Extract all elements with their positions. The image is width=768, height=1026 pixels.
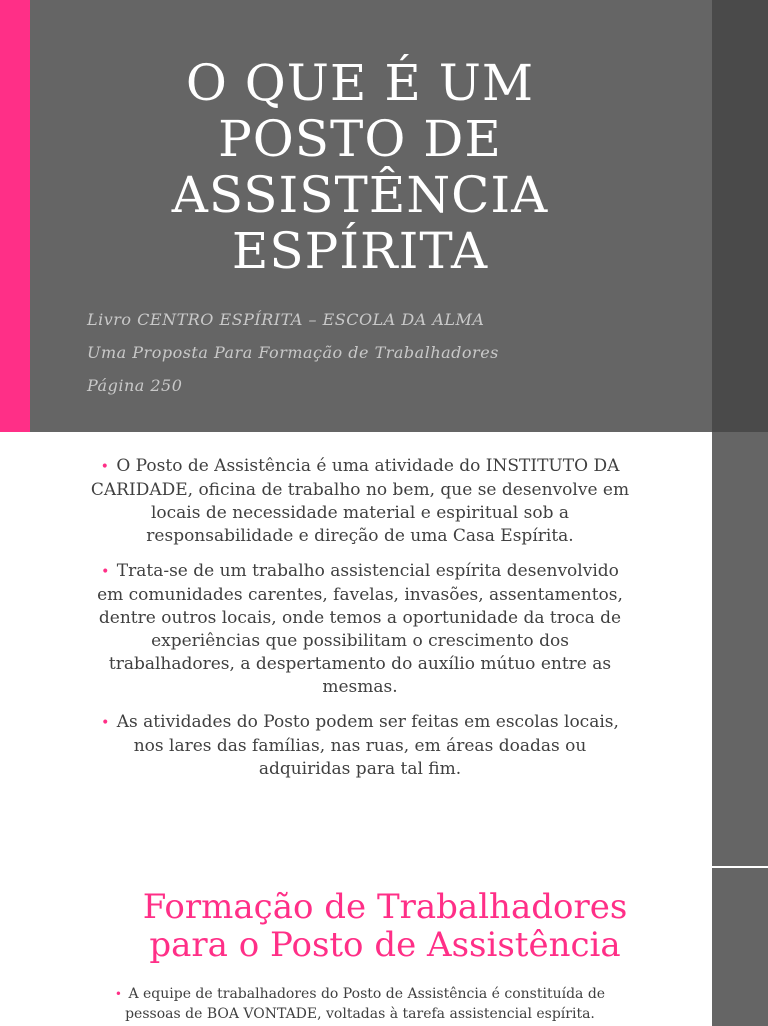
title-line: ASSISTÊNCIA (171, 166, 549, 224)
bullet-paragraph (90, 711, 630, 781)
heading-slide-side-bar (711, 866, 768, 1026)
title-line: ESPÍRITA (231, 222, 489, 280)
pink-accent-bar (0, 0, 30, 432)
subtitle-proposal: Uma Proposta Para Formação de Trabalhadores (87, 343, 499, 362)
subtitle-page: Página 250 (87, 376, 183, 395)
slide-subtitle (87, 303, 499, 402)
title-slide (0, 0, 768, 432)
paragraph-text: A equipe de trabalhadores do Posto de Assistência é constituída de pessoas de BOA VONTADE, voltadas à tarefa assistencial espírita. (125, 986, 606, 1022)
content-slide-body (90, 455, 630, 793)
content-slide-side-bar (711, 432, 768, 866)
paragraph-text: Trata-se de um trabalho assistencial espírita desenvolvido em comunidades carentes, favelas, invasões, assentamentos, dentre outros locais, onde temos a oportunidade da troca de experiências que possibilitam o crescimento dos trabalhadores, a despertamento do auxílio mútuo entre as mesmas. (97, 561, 623, 697)
bullet-paragraph (90, 560, 630, 699)
bullet-icon: • (100, 459, 109, 475)
paragraph-text: O Posto de Assistência é uma atividade do INSTITUTO DA CARIDADE, oficina de trabalho no bem, que se desenvolve em locais de necessidade material e espiritual sob a responsabilidade e direção de uma Casa Espírita. (90, 456, 630, 546)
slide-title (60, 55, 660, 279)
section-body (95, 984, 625, 1024)
bullet-icon: • (101, 715, 110, 731)
bullet-icon: • (114, 987, 122, 1001)
bullet-paragraph (90, 455, 630, 548)
dark-side-bar (712, 0, 768, 432)
subtitle-book: Livro CENTRO ESPÍRITA – ESCOLA DA ALMA (87, 310, 485, 329)
heading-line: para o Posto de Assistência (149, 925, 621, 965)
heading-line: Formação de Trabalhadores (142, 887, 628, 927)
bullet-icon: • (101, 564, 110, 580)
paragraph-text: As atividades do Posto podem ser feitas em escolas locais, nos lares das famílias, nas ruas, em áreas doadas ou adquiridas para tal fim. (116, 712, 619, 779)
section-heading (90, 888, 680, 964)
title-line: O QUE É UM (185, 54, 535, 112)
title-line: POSTO DE (218, 110, 502, 168)
